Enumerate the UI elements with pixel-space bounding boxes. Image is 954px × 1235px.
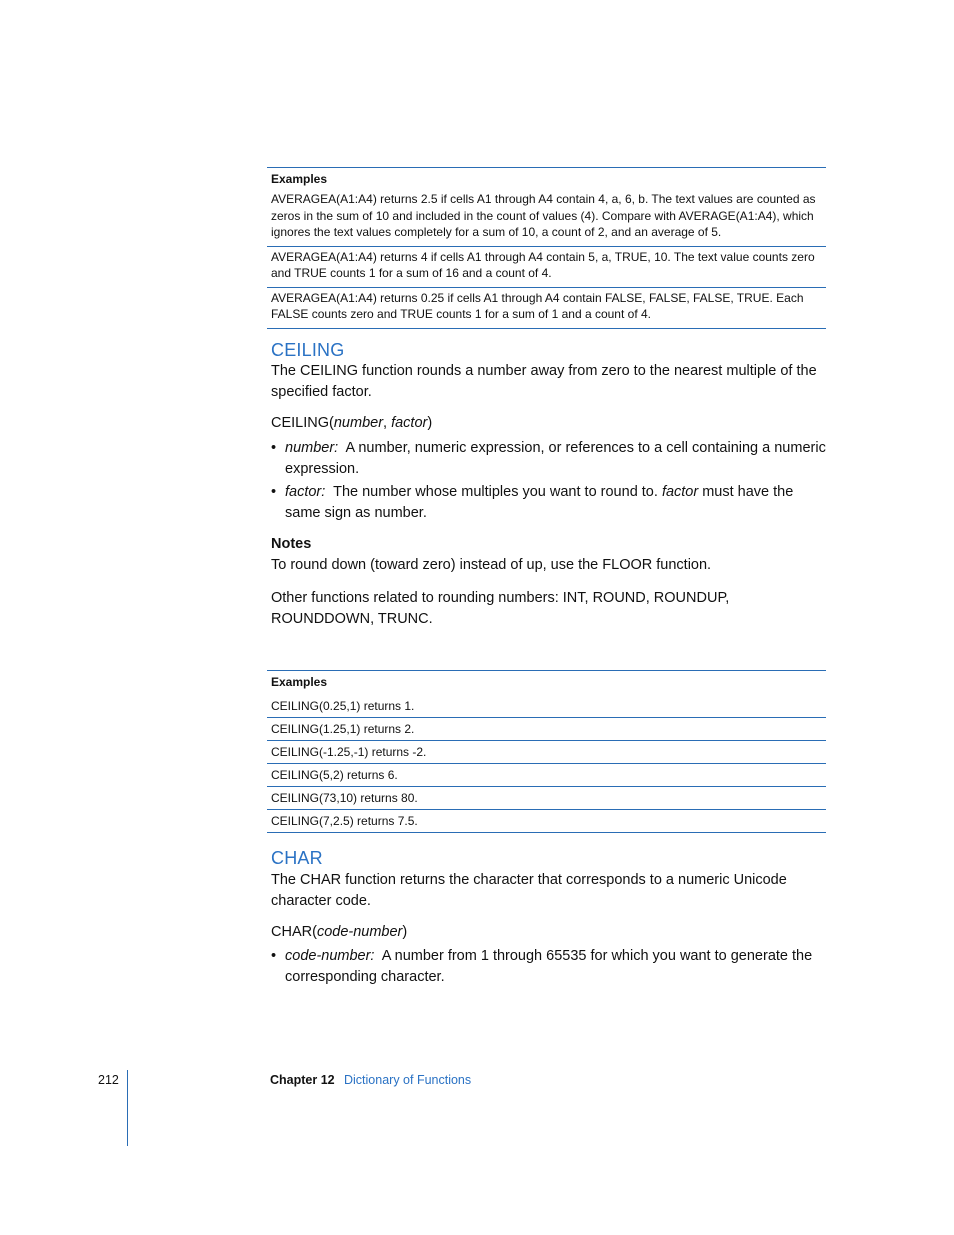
syntax-open-paren: ( <box>312 924 317 940</box>
examples-header: Examples <box>271 172 328 186</box>
notes-text: Other functions related to rounding numbers: INT, ROUND, ROUNDUP, ROUNDDOWN, TRUNC. <box>271 590 730 627</box>
arg-description: A number, numeric expression, or references to a cell containing a numeric expression. <box>285 440 830 477</box>
syntax-close-paren: ) <box>402 924 408 940</box>
footer-chapter: Chapter 12 <box>270 1073 335 1087</box>
char-syntax <box>271 924 407 940</box>
table-row: CEILING(5,2) returns 6. <box>267 764 826 787</box>
ceiling-description: The CEILING function rounds a number away from zero to the nearest multiple of the specified factor. <box>271 363 817 400</box>
table-row: CEILING(0.25,1) returns 1. <box>267 695 826 718</box>
char-heading: CHAR <box>271 848 323 868</box>
arg-term: factor: <box>285 484 326 500</box>
arg-term: code-number: <box>285 948 375 964</box>
arg-description: The number whose multiples you want to round to. <box>325 484 662 500</box>
notes-text: To round down (toward zero) instead of up, use the FLOOR function. <box>271 557 712 573</box>
char-description: The CHAR function returns the character that corresponds to a numeric Unicode character code. <box>271 872 787 909</box>
footer-divider <box>127 1070 128 1146</box>
ceiling-arg-number-item <box>271 438 830 479</box>
ceiling-examples-table <box>267 670 826 833</box>
syntax-close-paren: ) <box>427 415 433 431</box>
table-row: AVERAGEA(A1:A4) returns 4 if cells A1 through A4 contain 5, a, TRUE, 10. The text value counts zero and TRUE counts 1 for a sum of 16 and a count of 4. <box>267 247 826 288</box>
table-row: CEILING(-1.25,-1) returns -2. <box>267 741 826 764</box>
arg-description-end: must have the same sign as number. <box>285 484 798 521</box>
table-row: AVERAGEA(A1:A4) returns 0.25 if cells A1 through A4 contain FALSE, FALSE, FALSE, TRUE. Each FALSE counts zero and TRUE counts 1 for a sum of 1 and a count of 4. <box>267 288 826 329</box>
table-row: CEILING(1.25,1) returns 2. <box>267 718 826 741</box>
syntax-arg-number: number <box>333 415 384 431</box>
bullet-icon: • <box>271 484 277 500</box>
table-row: CEILING(7,2.5) returns 7.5. <box>267 810 826 833</box>
page-number: 212 <box>98 1073 119 1087</box>
table-row: CEILING(73,10) returns 80. <box>267 787 826 810</box>
notes-heading: Notes <box>271 536 312 552</box>
ceiling-heading: CEILING <box>271 340 345 360</box>
averagea-examples-table <box>267 167 826 329</box>
syntax-arg-factor: factor <box>391 415 428 431</box>
ceiling-arg-factor-item <box>271 482 826 523</box>
syntax-open-paren: ( <box>329 415 334 431</box>
examples-header: Examples <box>271 675 328 689</box>
syntax-separator: , <box>383 415 392 431</box>
syntax-function-name: CHAR <box>271 924 313 940</box>
footer-chapter-title: Dictionary of Functions <box>344 1073 472 1087</box>
arg-inline-term: factor <box>661 484 699 500</box>
ceiling-syntax <box>271 415 432 431</box>
table-row: AVERAGEA(A1:A4) returns 2.5 if cells A1 through A4 contain 4, a, 6, b. The text values are counted as zeros in the sum of 10 and included in the count of values (4). Compare with AVERAGE(A1:A4), which ignores the text values completely for a sum of 10, a count of 2, and an average of 5. <box>267 187 826 247</box>
syntax-function-name: CEILING <box>271 415 330 431</box>
bullet-icon: • <box>271 440 277 456</box>
bullet-icon: • <box>271 948 277 964</box>
syntax-arg-code-number: code-number <box>316 924 403 940</box>
arg-term: number: <box>285 440 339 456</box>
arg-description: A number from 1 through 65535 for which you want to generate the corresponding character. <box>285 948 817 985</box>
char-arg-code-number-item <box>271 946 826 987</box>
